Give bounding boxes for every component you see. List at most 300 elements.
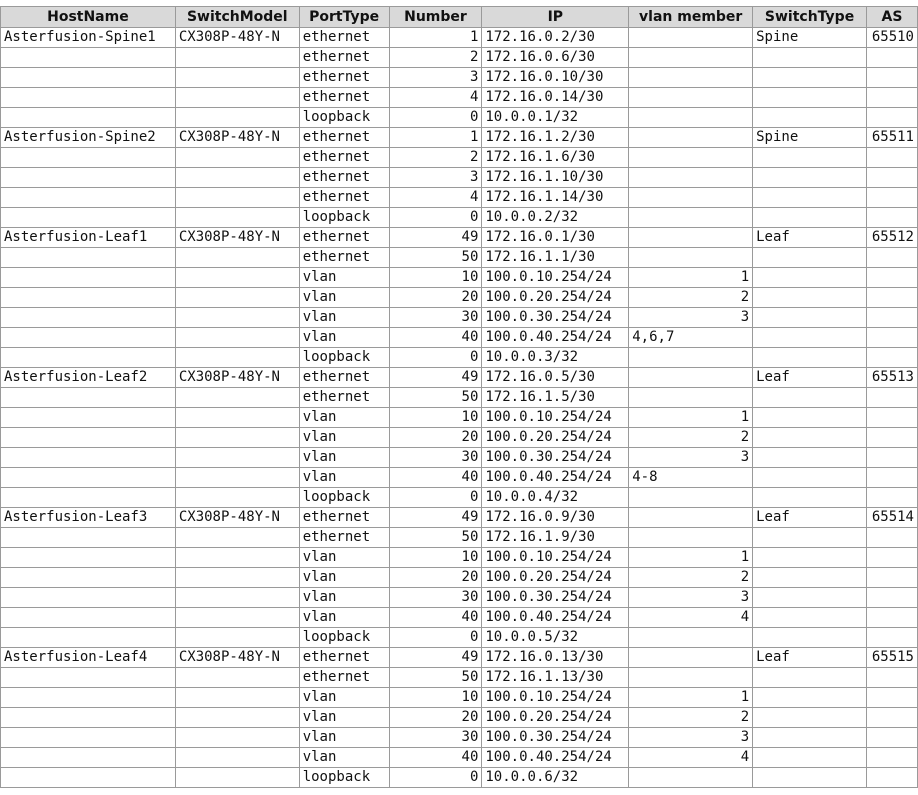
hostname-cell[interactable] <box>1 348 176 368</box>
ip-cell[interactable]: 100.0.30.254/24 <box>482 448 629 468</box>
hostname-cell[interactable] <box>1 308 176 328</box>
number-cell[interactable]: 49 <box>389 368 482 388</box>
as-cell[interactable]: 65511 <box>866 128 917 148</box>
vlan-member-cell[interactable] <box>629 248 753 268</box>
ip-cell[interactable]: 172.16.0.10/30 <box>482 68 629 88</box>
hostname-cell[interactable] <box>1 688 176 708</box>
as-cell[interactable] <box>866 308 917 328</box>
hostname-cell[interactable] <box>1 588 176 608</box>
number-cell[interactable]: 20 <box>389 288 482 308</box>
porttype-cell[interactable]: vlan <box>299 328 389 348</box>
switchmodel-cell[interactable] <box>175 428 299 448</box>
ip-cell[interactable]: 100.0.20.254/24 <box>482 288 629 308</box>
number-cell[interactable]: 40 <box>389 328 482 348</box>
porttype-cell[interactable]: loopback <box>299 108 389 128</box>
switchtype-cell[interactable] <box>753 468 867 488</box>
hostname-cell[interactable] <box>1 728 176 748</box>
number-cell[interactable]: 40 <box>389 468 482 488</box>
porttype-cell[interactable]: vlan <box>299 608 389 628</box>
ip-cell[interactable]: 172.16.0.5/30 <box>482 368 629 388</box>
as-cell[interactable] <box>866 328 917 348</box>
as-cell[interactable] <box>866 408 917 428</box>
ip-cell[interactable]: 172.16.1.10/30 <box>482 168 629 188</box>
hostname-cell[interactable] <box>1 268 176 288</box>
ip-cell[interactable]: 100.0.40.254/24 <box>482 608 629 628</box>
hostname-cell[interactable] <box>1 328 176 348</box>
switchmodel-cell[interactable] <box>175 568 299 588</box>
switchmodel-cell[interactable] <box>175 308 299 328</box>
number-cell[interactable]: 1 <box>389 128 482 148</box>
vlan-member-cell[interactable] <box>629 508 753 528</box>
switchmodel-cell[interactable]: CX308P-48Y-N <box>175 368 299 388</box>
switchmodel-cell[interactable] <box>175 528 299 548</box>
switchmodel-cell[interactable] <box>175 168 299 188</box>
porttype-cell[interactable]: ethernet <box>299 28 389 48</box>
switchmodel-cell[interactable] <box>175 268 299 288</box>
switchmodel-cell[interactable] <box>175 748 299 768</box>
as-cell[interactable] <box>866 688 917 708</box>
number-cell[interactable]: 20 <box>389 428 482 448</box>
switchmodel-cell[interactable] <box>175 668 299 688</box>
switchtype-cell[interactable] <box>753 708 867 728</box>
vlan-member-cell[interactable]: 1 <box>629 268 753 288</box>
porttype-cell[interactable]: ethernet <box>299 148 389 168</box>
switchmodel-cell[interactable] <box>175 248 299 268</box>
hostname-cell[interactable] <box>1 188 176 208</box>
switchtype-cell[interactable] <box>753 768 867 788</box>
switchmodel-cell[interactable]: CX308P-48Y-N <box>175 28 299 48</box>
switchmodel-cell[interactable] <box>175 688 299 708</box>
as-cell[interactable] <box>866 248 917 268</box>
vlan-member-cell[interactable]: 3 <box>629 308 753 328</box>
ip-cell[interactable]: 100.0.40.254/24 <box>482 328 629 348</box>
porttype-cell[interactable]: vlan <box>299 308 389 328</box>
porttype-cell[interactable]: ethernet <box>299 528 389 548</box>
as-cell[interactable]: 65514 <box>866 508 917 528</box>
ip-cell[interactable]: 100.0.30.254/24 <box>482 588 629 608</box>
vlan-member-cell[interactable] <box>629 368 753 388</box>
switchmodel-cell[interactable] <box>175 708 299 728</box>
hostname-cell[interactable] <box>1 68 176 88</box>
switchtype-cell[interactable] <box>753 348 867 368</box>
vlan-member-cell[interactable]: 3 <box>629 588 753 608</box>
number-cell[interactable]: 10 <box>389 408 482 428</box>
number-cell[interactable]: 30 <box>389 308 482 328</box>
switchtype-cell[interactable]: Spine <box>753 28 867 48</box>
as-cell[interactable] <box>866 428 917 448</box>
switchmodel-cell[interactable] <box>175 148 299 168</box>
number-cell[interactable]: 4 <box>389 88 482 108</box>
ip-cell[interactable]: 172.16.0.13/30 <box>482 648 629 668</box>
porttype-cell[interactable]: vlan <box>299 748 389 768</box>
switchmodel-cell[interactable] <box>175 68 299 88</box>
vlan-member-cell[interactable]: 1 <box>629 408 753 428</box>
switchtype-cell[interactable] <box>753 668 867 688</box>
switchmodel-cell[interactable] <box>175 588 299 608</box>
number-cell[interactable]: 4 <box>389 188 482 208</box>
ip-cell[interactable]: 172.16.0.1/30 <box>482 228 629 248</box>
vlan-member-cell[interactable] <box>629 108 753 128</box>
porttype-cell[interactable]: vlan <box>299 468 389 488</box>
switchtype-cell[interactable] <box>753 568 867 588</box>
hostname-cell[interactable] <box>1 488 176 508</box>
hostname-cell[interactable] <box>1 148 176 168</box>
header-hostname[interactable]: HostName <box>1 7 176 28</box>
hostname-cell[interactable] <box>1 288 176 308</box>
as-cell[interactable] <box>866 468 917 488</box>
header-switchtype[interactable]: SwitchType <box>753 7 867 28</box>
as-cell[interactable] <box>866 168 917 188</box>
ip-cell[interactable]: 10.0.0.2/32 <box>482 208 629 228</box>
as-cell[interactable] <box>866 108 917 128</box>
switchmodel-cell[interactable] <box>175 768 299 788</box>
hostname-cell[interactable] <box>1 568 176 588</box>
vlan-member-cell[interactable] <box>629 768 753 788</box>
number-cell[interactable]: 20 <box>389 568 482 588</box>
as-cell[interactable] <box>866 448 917 468</box>
header-number[interactable]: Number <box>389 7 482 28</box>
number-cell[interactable]: 2 <box>389 48 482 68</box>
switchtype-cell[interactable] <box>753 728 867 748</box>
vlan-member-cell[interactable] <box>629 188 753 208</box>
vlan-member-cell[interactable]: 4-8 <box>629 468 753 488</box>
ip-cell[interactable]: 100.0.30.254/24 <box>482 308 629 328</box>
hostname-cell[interactable]: Asterfusion-Leaf4 <box>1 648 176 668</box>
porttype-cell[interactable]: ethernet <box>299 188 389 208</box>
as-cell[interactable] <box>866 628 917 648</box>
porttype-cell[interactable]: ethernet <box>299 228 389 248</box>
vlan-member-cell[interactable] <box>629 488 753 508</box>
hostname-cell[interactable] <box>1 388 176 408</box>
porttype-cell[interactable]: ethernet <box>299 248 389 268</box>
number-cell[interactable]: 50 <box>389 248 482 268</box>
ip-cell[interactable]: 100.0.40.254/24 <box>482 468 629 488</box>
vlan-member-cell[interactable] <box>629 528 753 548</box>
vlan-member-cell[interactable] <box>629 28 753 48</box>
switchtype-cell[interactable]: Leaf <box>753 508 867 528</box>
switchmodel-cell[interactable] <box>175 488 299 508</box>
switchtype-cell[interactable] <box>753 48 867 68</box>
hostname-cell[interactable] <box>1 428 176 448</box>
porttype-cell[interactable]: ethernet <box>299 508 389 528</box>
ip-cell[interactable]: 10.0.0.4/32 <box>482 488 629 508</box>
as-cell[interactable] <box>866 68 917 88</box>
header-switchmodel[interactable]: SwitchModel <box>175 7 299 28</box>
ip-cell[interactable]: 172.16.1.9/30 <box>482 528 629 548</box>
switchtype-cell[interactable] <box>753 328 867 348</box>
porttype-cell[interactable]: vlan <box>299 408 389 428</box>
vlan-member-cell[interactable] <box>629 128 753 148</box>
header-porttype[interactable]: PortType <box>299 7 389 28</box>
vlan-member-cell[interactable] <box>629 148 753 168</box>
hostname-cell[interactable] <box>1 628 176 648</box>
vlan-member-cell[interactable] <box>629 208 753 228</box>
switchtype-cell[interactable] <box>753 588 867 608</box>
as-cell[interactable]: 65515 <box>866 648 917 668</box>
porttype-cell[interactable]: loopback <box>299 488 389 508</box>
vlan-member-cell[interactable]: 1 <box>629 548 753 568</box>
as-cell[interactable] <box>866 528 917 548</box>
hostname-cell[interactable] <box>1 108 176 128</box>
porttype-cell[interactable]: vlan <box>299 448 389 468</box>
as-cell[interactable] <box>866 668 917 688</box>
header-vlan-member[interactable]: vlan member <box>629 7 753 28</box>
switchtype-cell[interactable] <box>753 408 867 428</box>
hostname-cell[interactable]: Asterfusion-Spine1 <box>1 28 176 48</box>
ip-cell[interactable]: 100.0.10.254/24 <box>482 268 629 288</box>
hostname-cell[interactable] <box>1 768 176 788</box>
vlan-member-cell[interactable] <box>629 668 753 688</box>
switchtype-cell[interactable]: Spine <box>753 128 867 148</box>
hostname-cell[interactable] <box>1 248 176 268</box>
switchmodel-cell[interactable] <box>175 628 299 648</box>
vlan-member-cell[interactable]: 2 <box>629 708 753 728</box>
as-cell[interactable] <box>866 148 917 168</box>
switchtype-cell[interactable] <box>753 88 867 108</box>
ip-cell[interactable]: 172.16.1.6/30 <box>482 148 629 168</box>
as-cell[interactable] <box>866 268 917 288</box>
vlan-member-cell[interactable]: 2 <box>629 568 753 588</box>
as-cell[interactable]: 65510 <box>866 28 917 48</box>
porttype-cell[interactable]: loopback <box>299 628 389 648</box>
switchtype-cell[interactable] <box>753 628 867 648</box>
header-ip[interactable]: IP <box>482 7 629 28</box>
switchtype-cell[interactable] <box>753 448 867 468</box>
switchtype-cell[interactable]: Leaf <box>753 648 867 668</box>
switchtype-cell[interactable] <box>753 108 867 128</box>
as-cell[interactable] <box>866 188 917 208</box>
porttype-cell[interactable]: ethernet <box>299 168 389 188</box>
as-cell[interactable] <box>866 288 917 308</box>
hostname-cell[interactable] <box>1 608 176 628</box>
number-cell[interactable]: 1 <box>389 28 482 48</box>
switchtype-cell[interactable] <box>753 148 867 168</box>
number-cell[interactable]: 49 <box>389 228 482 248</box>
vlan-member-cell[interactable]: 3 <box>629 448 753 468</box>
vlan-member-cell[interactable]: 4,6,7 <box>629 328 753 348</box>
switchtype-cell[interactable] <box>753 68 867 88</box>
hostname-cell[interactable] <box>1 168 176 188</box>
as-cell[interactable] <box>866 748 917 768</box>
porttype-cell[interactable]: loopback <box>299 768 389 788</box>
vlan-member-cell[interactable] <box>629 228 753 248</box>
number-cell[interactable]: 0 <box>389 348 482 368</box>
hostname-cell[interactable] <box>1 548 176 568</box>
switchmodel-cell[interactable] <box>175 548 299 568</box>
porttype-cell[interactable]: ethernet <box>299 48 389 68</box>
hostname-cell[interactable] <box>1 448 176 468</box>
hostname-cell[interactable]: Asterfusion-Leaf1 <box>1 228 176 248</box>
switchtype-cell[interactable] <box>753 288 867 308</box>
number-cell[interactable]: 10 <box>389 688 482 708</box>
ip-cell[interactable]: 172.16.1.14/30 <box>482 188 629 208</box>
switchtype-cell[interactable] <box>753 188 867 208</box>
switchtype-cell[interactable] <box>753 248 867 268</box>
hostname-cell[interactable] <box>1 708 176 728</box>
as-cell[interactable] <box>866 48 917 68</box>
number-cell[interactable]: 0 <box>389 488 482 508</box>
switchmodel-cell[interactable] <box>175 328 299 348</box>
switchmodel-cell[interactable]: CX308P-48Y-N <box>175 128 299 148</box>
porttype-cell[interactable]: vlan <box>299 568 389 588</box>
switchmodel-cell[interactable]: CX308P-48Y-N <box>175 228 299 248</box>
ip-cell[interactable]: 172.16.0.14/30 <box>482 88 629 108</box>
number-cell[interactable]: 0 <box>389 208 482 228</box>
ip-cell[interactable]: 172.16.1.5/30 <box>482 388 629 408</box>
vlan-member-cell[interactable] <box>629 628 753 648</box>
porttype-cell[interactable]: vlan <box>299 288 389 308</box>
switchtype-cell[interactable] <box>753 428 867 448</box>
switchtype-cell[interactable] <box>753 488 867 508</box>
switchmodel-cell[interactable] <box>175 348 299 368</box>
vlan-member-cell[interactable]: 3 <box>629 728 753 748</box>
ip-cell[interactable]: 10.0.0.5/32 <box>482 628 629 648</box>
hostname-cell[interactable]: Asterfusion-Leaf2 <box>1 368 176 388</box>
ip-cell[interactable]: 100.0.40.254/24 <box>482 748 629 768</box>
as-cell[interactable] <box>866 708 917 728</box>
porttype-cell[interactable]: ethernet <box>299 388 389 408</box>
switchmodel-cell[interactable] <box>175 188 299 208</box>
ip-cell[interactable]: 10.0.0.1/32 <box>482 108 629 128</box>
ip-cell[interactable]: 10.0.0.6/32 <box>482 768 629 788</box>
switchmodel-cell[interactable]: CX308P-48Y-N <box>175 508 299 528</box>
vlan-member-cell[interactable]: 2 <box>629 428 753 448</box>
porttype-cell[interactable]: vlan <box>299 708 389 728</box>
porttype-cell[interactable]: vlan <box>299 728 389 748</box>
hostname-cell[interactable]: Asterfusion-Leaf3 <box>1 508 176 528</box>
number-cell[interactable]: 3 <box>389 168 482 188</box>
as-cell[interactable]: 65513 <box>866 368 917 388</box>
switchtype-cell[interactable] <box>753 608 867 628</box>
as-cell[interactable] <box>866 548 917 568</box>
porttype-cell[interactable]: vlan <box>299 268 389 288</box>
ip-cell[interactable]: 100.0.20.254/24 <box>482 708 629 728</box>
vlan-member-cell[interactable] <box>629 48 753 68</box>
ip-cell[interactable]: 100.0.10.254/24 <box>482 548 629 568</box>
switchmodel-cell[interactable] <box>175 408 299 428</box>
ip-cell[interactable]: 100.0.10.254/24 <box>482 688 629 708</box>
as-cell[interactable] <box>866 728 917 748</box>
number-cell[interactable]: 50 <box>389 388 482 408</box>
switchmodel-cell[interactable] <box>175 88 299 108</box>
porttype-cell[interactable]: ethernet <box>299 128 389 148</box>
switchtype-cell[interactable] <box>753 268 867 288</box>
switchmodel-cell[interactable] <box>175 48 299 68</box>
number-cell[interactable]: 30 <box>389 588 482 608</box>
vlan-member-cell[interactable]: 1 <box>629 688 753 708</box>
switchmodel-cell[interactable]: CX308P-48Y-N <box>175 648 299 668</box>
vlan-member-cell[interactable] <box>629 88 753 108</box>
number-cell[interactable]: 30 <box>389 448 482 468</box>
hostname-cell[interactable] <box>1 408 176 428</box>
ip-cell[interactable]: 100.0.30.254/24 <box>482 728 629 748</box>
as-cell[interactable] <box>866 88 917 108</box>
porttype-cell[interactable]: vlan <box>299 688 389 708</box>
as-cell[interactable] <box>866 768 917 788</box>
vlan-member-cell[interactable] <box>629 168 753 188</box>
hostname-cell[interactable] <box>1 208 176 228</box>
as-cell[interactable] <box>866 608 917 628</box>
number-cell[interactable]: 50 <box>389 528 482 548</box>
as-cell[interactable] <box>866 388 917 408</box>
hostname-cell[interactable] <box>1 88 176 108</box>
vlan-member-cell[interactable] <box>629 648 753 668</box>
switchtype-cell[interactable] <box>753 168 867 188</box>
number-cell[interactable]: 0 <box>389 628 482 648</box>
hostname-cell[interactable] <box>1 528 176 548</box>
as-cell[interactable] <box>866 488 917 508</box>
switchtype-cell[interactable] <box>753 548 867 568</box>
as-cell[interactable]: 65512 <box>866 228 917 248</box>
vlan-member-cell[interactable] <box>629 388 753 408</box>
ip-cell[interactable]: 100.0.20.254/24 <box>482 428 629 448</box>
switchtype-cell[interactable] <box>753 208 867 228</box>
ip-cell[interactable]: 172.16.0.6/30 <box>482 48 629 68</box>
vlan-member-cell[interactable]: 4 <box>629 608 753 628</box>
number-cell[interactable]: 40 <box>389 748 482 768</box>
porttype-cell[interactable]: ethernet <box>299 668 389 688</box>
hostname-cell[interactable] <box>1 668 176 688</box>
ip-cell[interactable]: 172.16.0.2/30 <box>482 28 629 48</box>
as-cell[interactable] <box>866 348 917 368</box>
switchmodel-cell[interactable] <box>175 388 299 408</box>
number-cell[interactable]: 20 <box>389 708 482 728</box>
porttype-cell[interactable]: loopback <box>299 208 389 228</box>
switchmodel-cell[interactable] <box>175 608 299 628</box>
number-cell[interactable]: 10 <box>389 548 482 568</box>
number-cell[interactable]: 0 <box>389 108 482 128</box>
porttype-cell[interactable]: ethernet <box>299 648 389 668</box>
as-cell[interactable] <box>866 588 917 608</box>
number-cell[interactable]: 49 <box>389 508 482 528</box>
switchmodel-cell[interactable] <box>175 108 299 128</box>
porttype-cell[interactable]: loopback <box>299 348 389 368</box>
porttype-cell[interactable]: vlan <box>299 588 389 608</box>
ip-cell[interactable]: 172.16.1.2/30 <box>482 128 629 148</box>
number-cell[interactable]: 30 <box>389 728 482 748</box>
ip-cell[interactable]: 172.16.1.1/30 <box>482 248 629 268</box>
hostname-cell[interactable]: Asterfusion-Spine2 <box>1 128 176 148</box>
number-cell[interactable]: 3 <box>389 68 482 88</box>
switchtype-cell[interactable] <box>753 688 867 708</box>
ip-cell[interactable]: 172.16.1.13/30 <box>482 668 629 688</box>
vlan-member-cell[interactable] <box>629 68 753 88</box>
ip-cell[interactable]: 100.0.20.254/24 <box>482 568 629 588</box>
switchtype-cell[interactable] <box>753 528 867 548</box>
switchtype-cell[interactable]: Leaf <box>753 228 867 248</box>
as-cell[interactable] <box>866 568 917 588</box>
header-as[interactable]: AS <box>866 7 917 28</box>
porttype-cell[interactable]: vlan <box>299 428 389 448</box>
hostname-cell[interactable] <box>1 48 176 68</box>
switchtype-cell[interactable] <box>753 308 867 328</box>
switchmodel-cell[interactable] <box>175 468 299 488</box>
number-cell[interactable]: 2 <box>389 148 482 168</box>
number-cell[interactable]: 40 <box>389 608 482 628</box>
porttype-cell[interactable]: ethernet <box>299 88 389 108</box>
switchmodel-cell[interactable] <box>175 448 299 468</box>
switchmodel-cell[interactable] <box>175 208 299 228</box>
switchtype-cell[interactable] <box>753 748 867 768</box>
number-cell[interactable]: 10 <box>389 268 482 288</box>
ip-cell[interactable]: 10.0.0.3/32 <box>482 348 629 368</box>
ip-cell[interactable]: 100.0.10.254/24 <box>482 408 629 428</box>
number-cell[interactable]: 50 <box>389 668 482 688</box>
switchmodel-cell[interactable] <box>175 728 299 748</box>
as-cell[interactable] <box>866 208 917 228</box>
hostname-cell[interactable] <box>1 468 176 488</box>
vlan-member-cell[interactable]: 4 <box>629 748 753 768</box>
